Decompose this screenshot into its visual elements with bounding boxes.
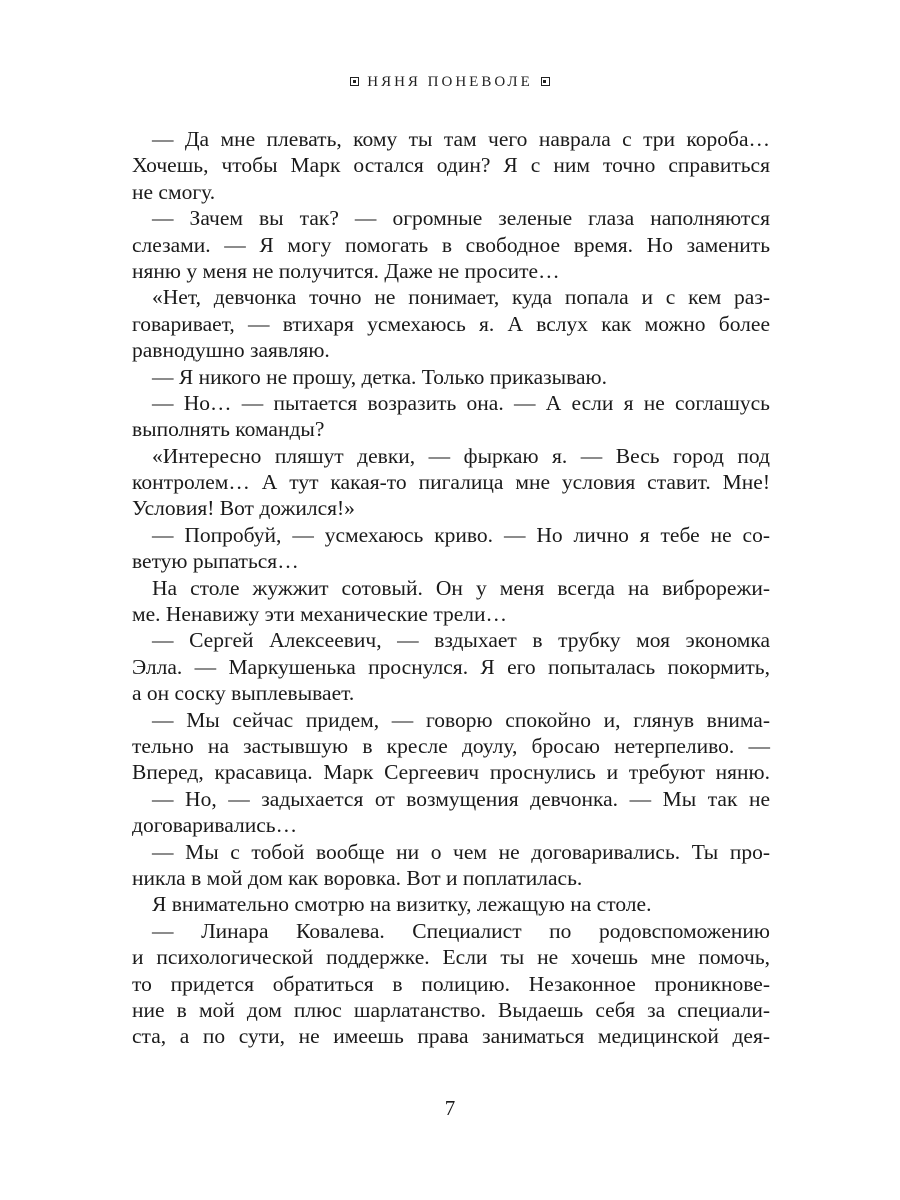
text-line: Я внимательно смотрю на визитку, лежащую на столе. [152,892,652,917]
text-line: — Но… — пытается возразить она. — А если я не соглашусь [152,390,770,415]
text-line: — Попробуй, — усмехаюсь криво. — Но лично я тебе не со- [152,522,770,547]
text-line: — Сергей Алексеевич, — вздыхает в трубку моя экономка [152,628,770,653]
text-line: а он соску выплевывает. [132,681,355,706]
body-text [132,126,770,1050]
text-line: и психологической поддержке. Если ты не хочешь мне помочь, [132,945,770,970]
text-line: Элла. — Маркушенька проснулся. Я его попыталась покормить, [132,654,770,679]
text-line: «Нет, девчонка точно не понимает, куда попала и с кем раз- [152,285,770,310]
text-line: тельно на застывшую в кресле доулу, бросаю нетерпеливо. — [132,733,770,758]
text-line: — Да мне плевать, кому ты там чего наврала с три короба… [152,127,770,151]
text-line: никла в мой дом как воровка. Вот и поплатилась. [132,865,583,890]
text-line: выполнять команды? [132,417,325,442]
text-line: не смогу. [132,179,216,204]
text-line: На столе жужжит сотовый. Он у меня всегда на виброрежи- [152,575,770,600]
text-line: ние в мой дом плюс шарлатанство. Выдаешь себя за специали- [132,997,770,1022]
text-line: ме. Ненавижу эти механические трели… [132,602,508,627]
text-line: — Зачем вы так? — огромные зеленые глаза наполняются [152,206,770,231]
text-line: няню у меня не получится. Даже не просите… [132,258,560,283]
text-line: — Линара Ковалева. Специалист по родовспоможению [152,918,770,943]
text-line: — Мы с тобой вообще ни о чем не договаривались. Ты про- [152,839,770,864]
square-ornament-icon [350,77,359,86]
text-line: то придется обратиться в полицию. Незаконное проникнове- [132,971,770,996]
text-line: — Но, — задыхается от возмущения девчонка. — Мы так не [152,786,770,811]
text-line: «Интересно пляшут девки, — фыркаю я. — Весь город под [152,443,770,468]
text-line: — Мы сейчас придем, — говорю спокойно и, глянув внима- [152,707,770,732]
text-line: равнодушно заявляю. [132,338,330,363]
square-ornament-icon [541,77,550,86]
text-line: ветую рыпаться… [132,549,299,574]
text-line: говаривает, — втихаря усмехаюсь я. А вслух как можно более [132,311,770,336]
running-title: НЯНЯ ПОНЕВОЛЕ [367,74,533,90]
text-line: Условия! Вот дожился!» [132,496,355,521]
text-line: Вперед, красавица. Марк Сергеевич проснулись и требуют няню. [132,760,770,785]
running-head [0,74,900,91]
text-line: — Я никого не прошу, детка. Только приказываю. [152,364,607,389]
text-line: слезами. — Я могу помогать в свободное время. Но заменить [132,232,770,257]
text-line: договаривались… [132,813,298,838]
page-number: 7 [444,1096,456,1120]
text-line: ста, а по сути, не имеешь права заниматься медицинской дея- [132,1024,770,1049]
text-line: контролем… А тут какая-то пигалица мне условия ставит. Мне! [132,470,770,495]
text-line: Хочешь, чтобы Марк остался один? Я с ним точно справиться [132,153,770,178]
